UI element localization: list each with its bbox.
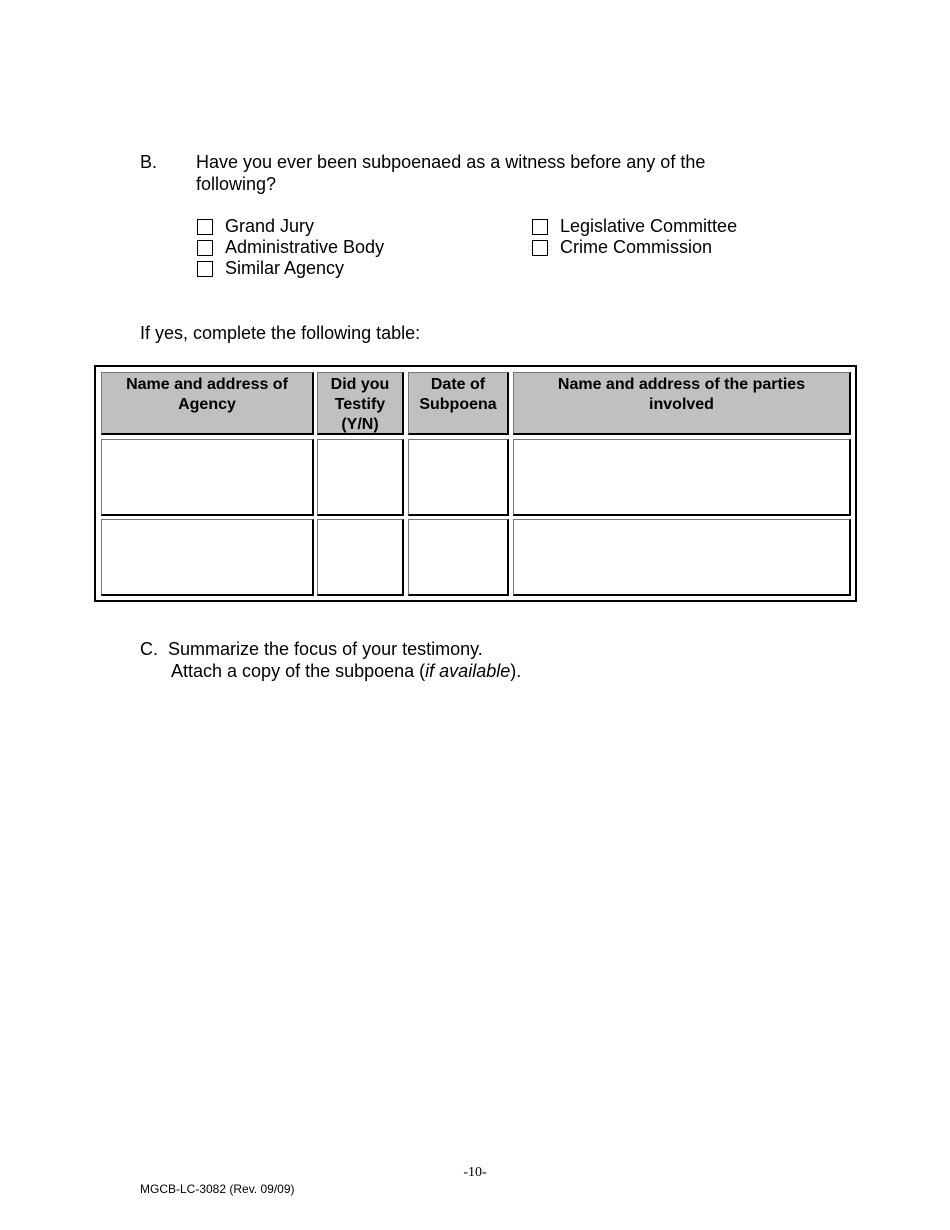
question-b-text: Have you ever been subpoenaed as a witness before any of the following? bbox=[196, 152, 706, 194]
header-parties bbox=[513, 372, 851, 435]
options-right-column bbox=[532, 216, 737, 258]
option-legislative-committee[interactable] bbox=[532, 216, 737, 237]
checkbox[interactable] bbox=[532, 240, 548, 256]
header-label: Date of Subpoena bbox=[419, 376, 497, 413]
form-id: MGCB-LC-3082 (Rev. 09/09) bbox=[140, 1182, 295, 1196]
option-grand-jury[interactable] bbox=[197, 216, 384, 237]
attach-instruction bbox=[171, 660, 521, 682]
header-label: Name and address of the parties involved bbox=[557, 376, 806, 413]
subpoena-table bbox=[94, 365, 857, 602]
option-similar-agency[interactable] bbox=[197, 258, 384, 279]
table-cell-testify[interactable] bbox=[317, 519, 404, 596]
header-agency bbox=[101, 372, 314, 435]
table-intro: If yes, complete the following table: bbox=[140, 323, 421, 343]
question-c-letter: C. bbox=[140, 639, 158, 659]
attach-suffix: ). bbox=[510, 661, 522, 681]
option-label: Legislative Committee bbox=[560, 216, 738, 236]
header-date bbox=[408, 372, 509, 435]
checkbox[interactable] bbox=[197, 219, 213, 235]
option-label: Similar Agency bbox=[225, 258, 345, 278]
checkbox[interactable] bbox=[197, 240, 213, 256]
attach-italic: if available bbox=[425, 661, 511, 681]
question-c-text: Summarize the focus of your testimony. bbox=[168, 639, 483, 659]
option-crime-commission[interactable] bbox=[532, 237, 737, 258]
question-b-letter: B. bbox=[140, 152, 158, 172]
header-label: Did you Testify (Y/N) bbox=[330, 376, 390, 433]
table-cell-date[interactable] bbox=[408, 519, 509, 596]
table-cell-agency[interactable] bbox=[101, 519, 314, 596]
header-testify bbox=[317, 372, 404, 435]
option-label: Administrative Body bbox=[225, 237, 385, 257]
table-cell-testify[interactable] bbox=[317, 439, 404, 516]
checkbox[interactable] bbox=[532, 219, 548, 235]
table-cell-parties[interactable] bbox=[513, 519, 851, 596]
table-cell-parties[interactable] bbox=[513, 439, 851, 516]
table-cell-agency[interactable] bbox=[101, 439, 314, 516]
question-c bbox=[140, 638, 483, 660]
checkbox[interactable] bbox=[197, 261, 213, 277]
page-number: -10- bbox=[463, 1165, 487, 1180]
table-cell-date[interactable] bbox=[408, 439, 509, 516]
option-label: Grand Jury bbox=[225, 216, 315, 236]
attach-prefix: Attach a copy of the subpoena ( bbox=[171, 661, 426, 681]
header-label: Name and address of Agency bbox=[126, 376, 288, 413]
option-administrative-body[interactable] bbox=[197, 237, 384, 258]
option-label: Crime Commission bbox=[560, 237, 713, 257]
options-left-column bbox=[197, 216, 384, 279]
